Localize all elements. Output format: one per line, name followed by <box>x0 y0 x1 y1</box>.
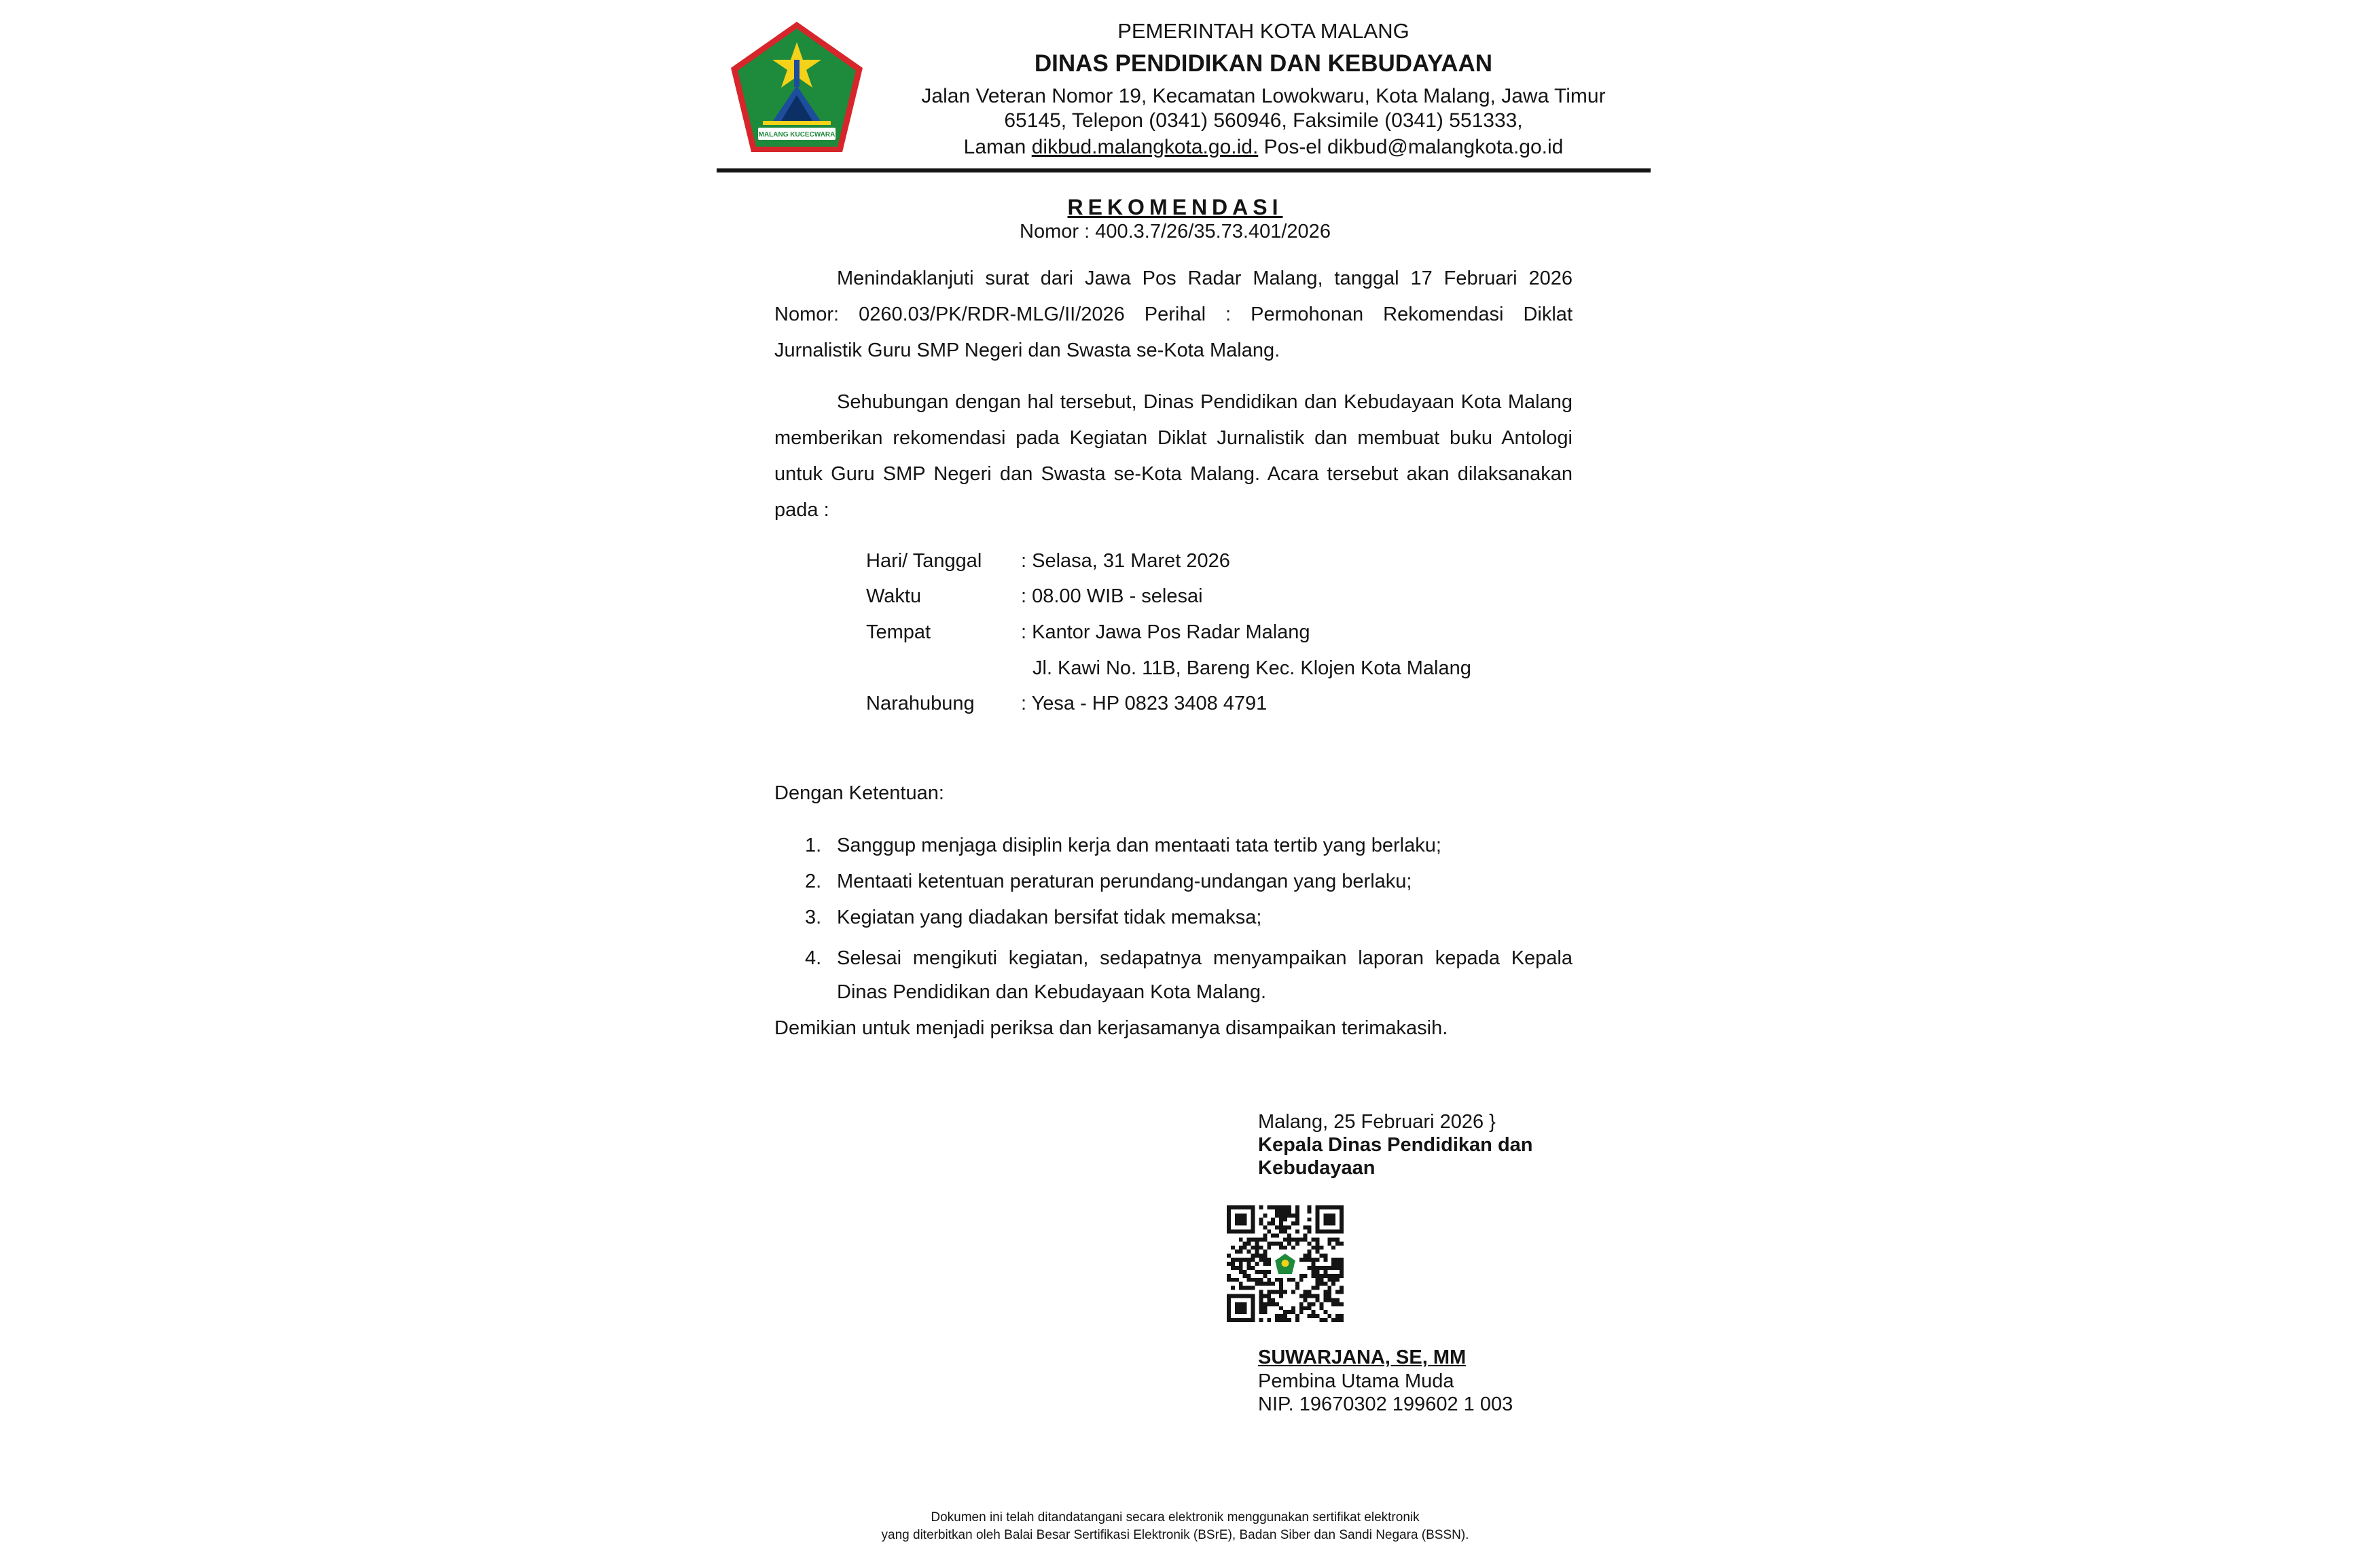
agency-contact-line <box>876 136 1651 159</box>
condition-text-continued: Dinas Pendidikan dan Kebudayaan Kota Malang. <box>837 981 1267 1003</box>
paragraph-2 <box>774 384 1573 528</box>
place-address: Jl. Kawi No. 11B, Bareng Kec. Klojen Kota Malang <box>1032 657 1471 679</box>
government-name: PEMERINTAH KOTA MALANG <box>1117 19 1409 43</box>
time-value: : 08.00 WIB - selesai <box>1021 585 1203 607</box>
qr-code-signature <box>1227 1205 1344 1322</box>
place-label: Tempat <box>866 621 931 643</box>
condition-text: Kegiatan yang diadakan bersifat tidak memaksa; <box>837 907 1262 928</box>
signer-nip: NIP. 19670302 199602 1 003 <box>1258 1393 1513 1415</box>
signer-rank: Pembina Utama Muda <box>1258 1370 1454 1392</box>
condition-number: 3. <box>805 907 822 928</box>
condition-text: Mentaati ketentuan peraturan perundang-undangan yang berlaku; <box>837 871 1412 892</box>
condition-number: 1. <box>805 835 822 856</box>
condition-number: 2. <box>805 871 822 892</box>
agency-address <box>876 84 1651 133</box>
condition-text: Sanggup menjaga disiplin kerja dan mentaati tata tertib yang berlaku; <box>837 835 1441 856</box>
signer-name: SUWARJANA, SE, MM <box>1258 1347 1467 1368</box>
agency-name: DINAS PENDIDIKAN DAN KEBUDAYAAN <box>1034 50 1493 77</box>
contact-value: : Yesa - HP 0823 3408 4791 <box>1021 693 1268 714</box>
contact-label: Narahubung <box>866 693 975 714</box>
letterhead-divider <box>717 168 1651 172</box>
paragraph-2-text: Sehubungan dengan hal tersebut, Dinas Pendidikan dan Kebudayaan Kota Malang memberikan rekomendasi pada Kegiatan Diklat Jurnalistik dan membuat buku Antologi untuk Guru SMP Negeri dan Swasta se-Kota Malang. Acara tersebut akan dilaksanakan pada : <box>774 391 1573 521</box>
footer-certification-line-2: yang diterbitkan oleh Balai Besar Sertifikasi Elektronik (BSrE), Badan Siber dan Sandi Negara (BSSN). <box>881 1528 1469 1542</box>
web-prefix: Laman <box>963 136 1026 158</box>
day-label: Hari/ Tanggal <box>866 550 982 572</box>
paragraph-1-text: Menindaklanjuti surat dari Jawa Pos Radar Malang, tanggal 17 Februari 2026 Nomor: 0260.03/PK/RDR-MLG/II/2026 Perihal : Permohonan Rekomendasi Diklat Jurnalistik Guru SMP Negeri dan Swasta se-Kota Malang. <box>774 268 1573 361</box>
paragraph-1 <box>774 261 1573 369</box>
svg-text:MALANG KUCECWARA: MALANG KUCECWARA <box>758 131 836 139</box>
signer-position-line-2: Kebudayaan <box>1258 1157 1376 1179</box>
footer-certification-line-1: Dokumen ini telah ditandatangani secara elektronik menggunakan sertifikat elektronik <box>931 1510 1420 1525</box>
day-value: : Selasa, 31 Maret 2026 <box>1021 550 1230 572</box>
signature-place-date: Malang, 25 Februari 2026 } <box>1258 1111 1496 1133</box>
conditions-heading: Dengan Ketentuan: <box>774 782 944 804</box>
address-line-1: Jalan Veteran Nomor 19, Kecamatan Lowokwaru, Kota Malang, Jawa Timur <box>921 85 1606 107</box>
city-emblem-logo <box>725 19 868 155</box>
signer-position-line-1: Kepala Dinas Pendidikan dan <box>1258 1134 1533 1156</box>
document-title: REKOMENDASI <box>1067 195 1283 219</box>
document-number: Nomor : 400.3.7/26/35.73.401/2026 <box>1020 221 1331 242</box>
condition-number: 4. <box>805 947 822 969</box>
place-value: : Kantor Jawa Pos Radar Malang <box>1021 621 1310 643</box>
email-text: Pos-el dikbud@malangkota.go.id <box>1263 136 1564 158</box>
time-label: Waktu <box>866 585 922 607</box>
website-link[interactable]: dikbud.malangkota.go.id. <box>1031 136 1259 158</box>
address-line-2: 65145, Telepon (0341) 560946, Faksimile (0341) 551333, <box>1004 109 1523 132</box>
condition-text: Selesai mengikuti kegiatan, sedapatnya menyampaikan laporan kepada Kepala <box>837 947 1573 969</box>
closing-sentence: Demikian untuk menjadi periksa dan kerjasamanya disampaikan terimakasih. <box>774 1017 1448 1039</box>
